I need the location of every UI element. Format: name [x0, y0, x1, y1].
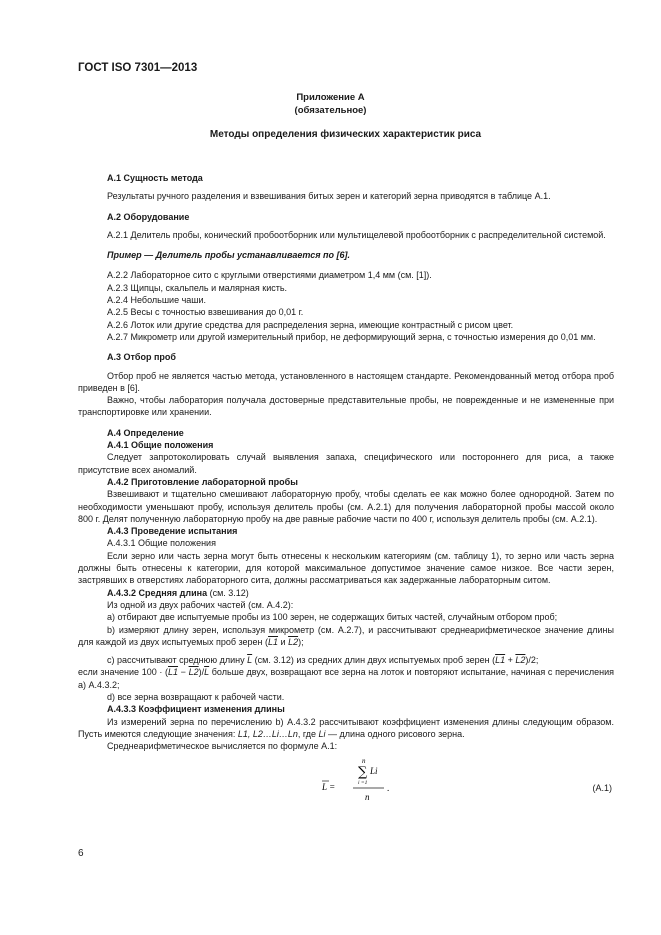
a432-heading	[78, 587, 614, 599]
a4-heading: А.4 Определение	[107, 427, 184, 438]
formula-period: .	[387, 783, 390, 794]
math-hundred: 100 ·	[141, 667, 163, 678]
a41-heading: А.4.1 Общие положения	[107, 440, 214, 451]
equation-number: (А.1)	[592, 783, 612, 794]
a432-item-d: d) все зерна возвращают к рабочей части.	[107, 691, 285, 702]
formula-lhs: L =	[322, 782, 336, 793]
math-l1-sum: L1	[495, 655, 506, 666]
a432-item-c-text4: больше двух, возвращают все зерна на лоток и повторяют испытание, начиная с перечисления а) А.4.3.2;	[78, 667, 615, 690]
a432-item-a: а) отбирают две испытуемые пробы из 100 зерен, не содержащих битых частей, случайным отбором проб;	[107, 612, 558, 623]
standard-header: ГОСТ ISO 7301—2013	[78, 62, 198, 74]
a433-text	[78, 716, 614, 741]
a2-p4: А.2.4 Небольшие чаши.	[107, 295, 207, 306]
a432-item-b-and: и	[278, 636, 289, 647]
math-l2-sum: L2	[515, 655, 526, 666]
a1-text: Результаты ручного разделения и взвешивания битых зерен и категорий зерна приводятся в таблице А.1.	[107, 191, 551, 202]
annex-title: Приложение А	[296, 92, 365, 103]
math-seq: L1, L2…Li…Ln	[237, 728, 298, 739]
a2-p6: А.2.6 Лоток или другие средства для распределения зерна, имеющие контрастный с рисом цвет.	[107, 319, 514, 330]
a42-text: Взвешивают и тщательно смешивают лабораторную пробу, чтобы сделать ее как можно более однородной. Затем по необходимости уменьшают пробу, используя делитель пробы (см. А.2.1) для получения лабораторной пробы массой около 800 г. Делят полученную лабораторную пробу на две равные рабочие части по 400 г, используя делитель пробы (см. А.2.1).	[78, 489, 614, 524]
a433-text2: , где	[297, 728, 319, 739]
a433-text3: — длина одного рисового зерна.	[325, 728, 465, 739]
a2-p7: А.2.7 Микрометр или другой измерительный прибор, не деформирующий зерна, с точностью измерения до 0,01 мм.	[107, 331, 596, 342]
a432-item-b-text: b) измеряют длину зерен, используя микрометр (см. А.2.7), и рассчитывают среднеарифметическое значение длины для каждой из двух испытуемых проб зерен (	[78, 624, 614, 647]
a2-p5: А.2.5 Весы с точностью взвешивания до 0,01 г.	[107, 307, 304, 318]
a432-intro: Из одной из двух рабочих частей (см. А.4.2):	[107, 599, 294, 610]
a2-p2: А.2.2 Лабораторное сито с круглыми отверстиями диаметром 1,4 мм (см. [1]).	[107, 270, 432, 281]
math-l-div: $\overline{L}$	[204, 667, 210, 678]
a2-heading: А.2 Оборудование	[107, 211, 190, 222]
math-two: 2;	[530, 655, 539, 666]
a431-text: Если зерно или часть зерна могут быть отнесены к нескольким категориям (см. таблицу 1), то зерно или часть зерна должны быть отнесены к категории, для которой максимальное допустимое значение самое низкое. Все части зерен, застрявших в отверстиях лабораторного сита, должны рассматриваться как задержанные лабораторным ситом.	[78, 550, 614, 586]
a43-heading: А.4.3 Проведение испытания	[107, 526, 238, 537]
page-number: 6	[78, 848, 84, 859]
a432-heading-title: А.4.3.2 Средняя длина	[107, 587, 208, 598]
a3-heading: А.3 Отбор проб	[107, 352, 176, 363]
a433-text1: Из измерений зерна по перечислению b) А.4.3.2 рассчитывают коэффициент изменения длины следующим образом. Пусть имеются следующие значения:	[78, 716, 614, 739]
a1-heading: А.1 Сущность метода	[107, 173, 203, 183]
math-li: Li	[318, 728, 326, 739]
a432-item-c-text1: c) рассчитывают среднюю длину	[107, 655, 248, 666]
a41-text: Следует запротоколировать случай выявления запаха, специфического или постороннего для риса, а также присутствие всех аномалий.	[78, 452, 614, 475]
formula-a1	[320, 756, 430, 810]
a431-heading: А.4.3.1 Общие положения	[107, 538, 216, 549]
a42-heading: А.4.2 Приготовление лабораторной пробы	[107, 476, 298, 487]
a3-p1: Отбор проб не является частью метода, установленного в настоящем стандарте. Рекомендованный метод отбора проб приведен в [6].	[78, 370, 614, 393]
a432-item-b-end: );	[298, 636, 304, 647]
a2-p3: А.2.3 Щипцы, скальпель и малярная кисть.	[107, 282, 288, 293]
a2-p1: А.2.1 Делитель пробы, конический пробоотборник или мультищелевой пробоотборник с распределительной системой.	[107, 229, 606, 240]
a432-heading-ref: (см. 3.12)	[207, 587, 249, 598]
a432-item-b	[78, 624, 614, 649]
a3-p2: Важно, чтобы лаборатория получала достоверные представительные пробы, не поврежденные и не измененные при транспортировке или хранении.	[78, 395, 614, 418]
a2-example: Пример — Делитель пробы устанавливается по [6].	[107, 250, 351, 261]
a433-mean-text: Среднеарифметическое вычисляется по формуле А.1:	[107, 741, 338, 752]
formula-sum-top: n	[362, 757, 366, 766]
math-l-mean: $\overline{L}$	[247, 655, 253, 666]
section-title: Методы определения физических характеристик риса	[209, 129, 482, 140]
math-l2-diff: L2	[188, 667, 199, 678]
annex-status: (обязательное)	[294, 105, 367, 116]
document-body	[78, 172, 614, 812]
math-l1-diff: L1	[168, 667, 179, 678]
sigma-icon: ∑	[358, 765, 368, 781]
formula-sum-term: Li	[370, 766, 378, 777]
a432-item-c: c) рассчитывают среднюю длину $\overline{L}$ (см. 3.12) из средних длин двух испытуемых проб зерен (L1 + L2)/2;	[107, 655, 539, 666]
formula-denominator: n	[365, 792, 370, 803]
formula-sum-bottom: i =1	[358, 780, 368, 787]
annex-heading	[0, 91, 661, 117]
math-l2: L2	[288, 636, 299, 647]
a432-item-c-cont: если значение $100 \cdot (L1 - L2)/\overline{L}$ больше двух, возвращают все зерна на лоток и повторяют испытание, начиная с перечисления а) А.4.3.2;	[78, 667, 615, 690]
a432-item-c-text3: если значение	[78, 667, 142, 678]
math-l1: L1	[268, 636, 279, 647]
a433-heading: А.4.3.3 Коэффициент изменения длины	[107, 704, 285, 715]
a432-item-c-text2: (см. 3.12) из средних длин двух испытуемых проб зерен	[252, 655, 493, 666]
formula-a1-row	[78, 754, 614, 812]
